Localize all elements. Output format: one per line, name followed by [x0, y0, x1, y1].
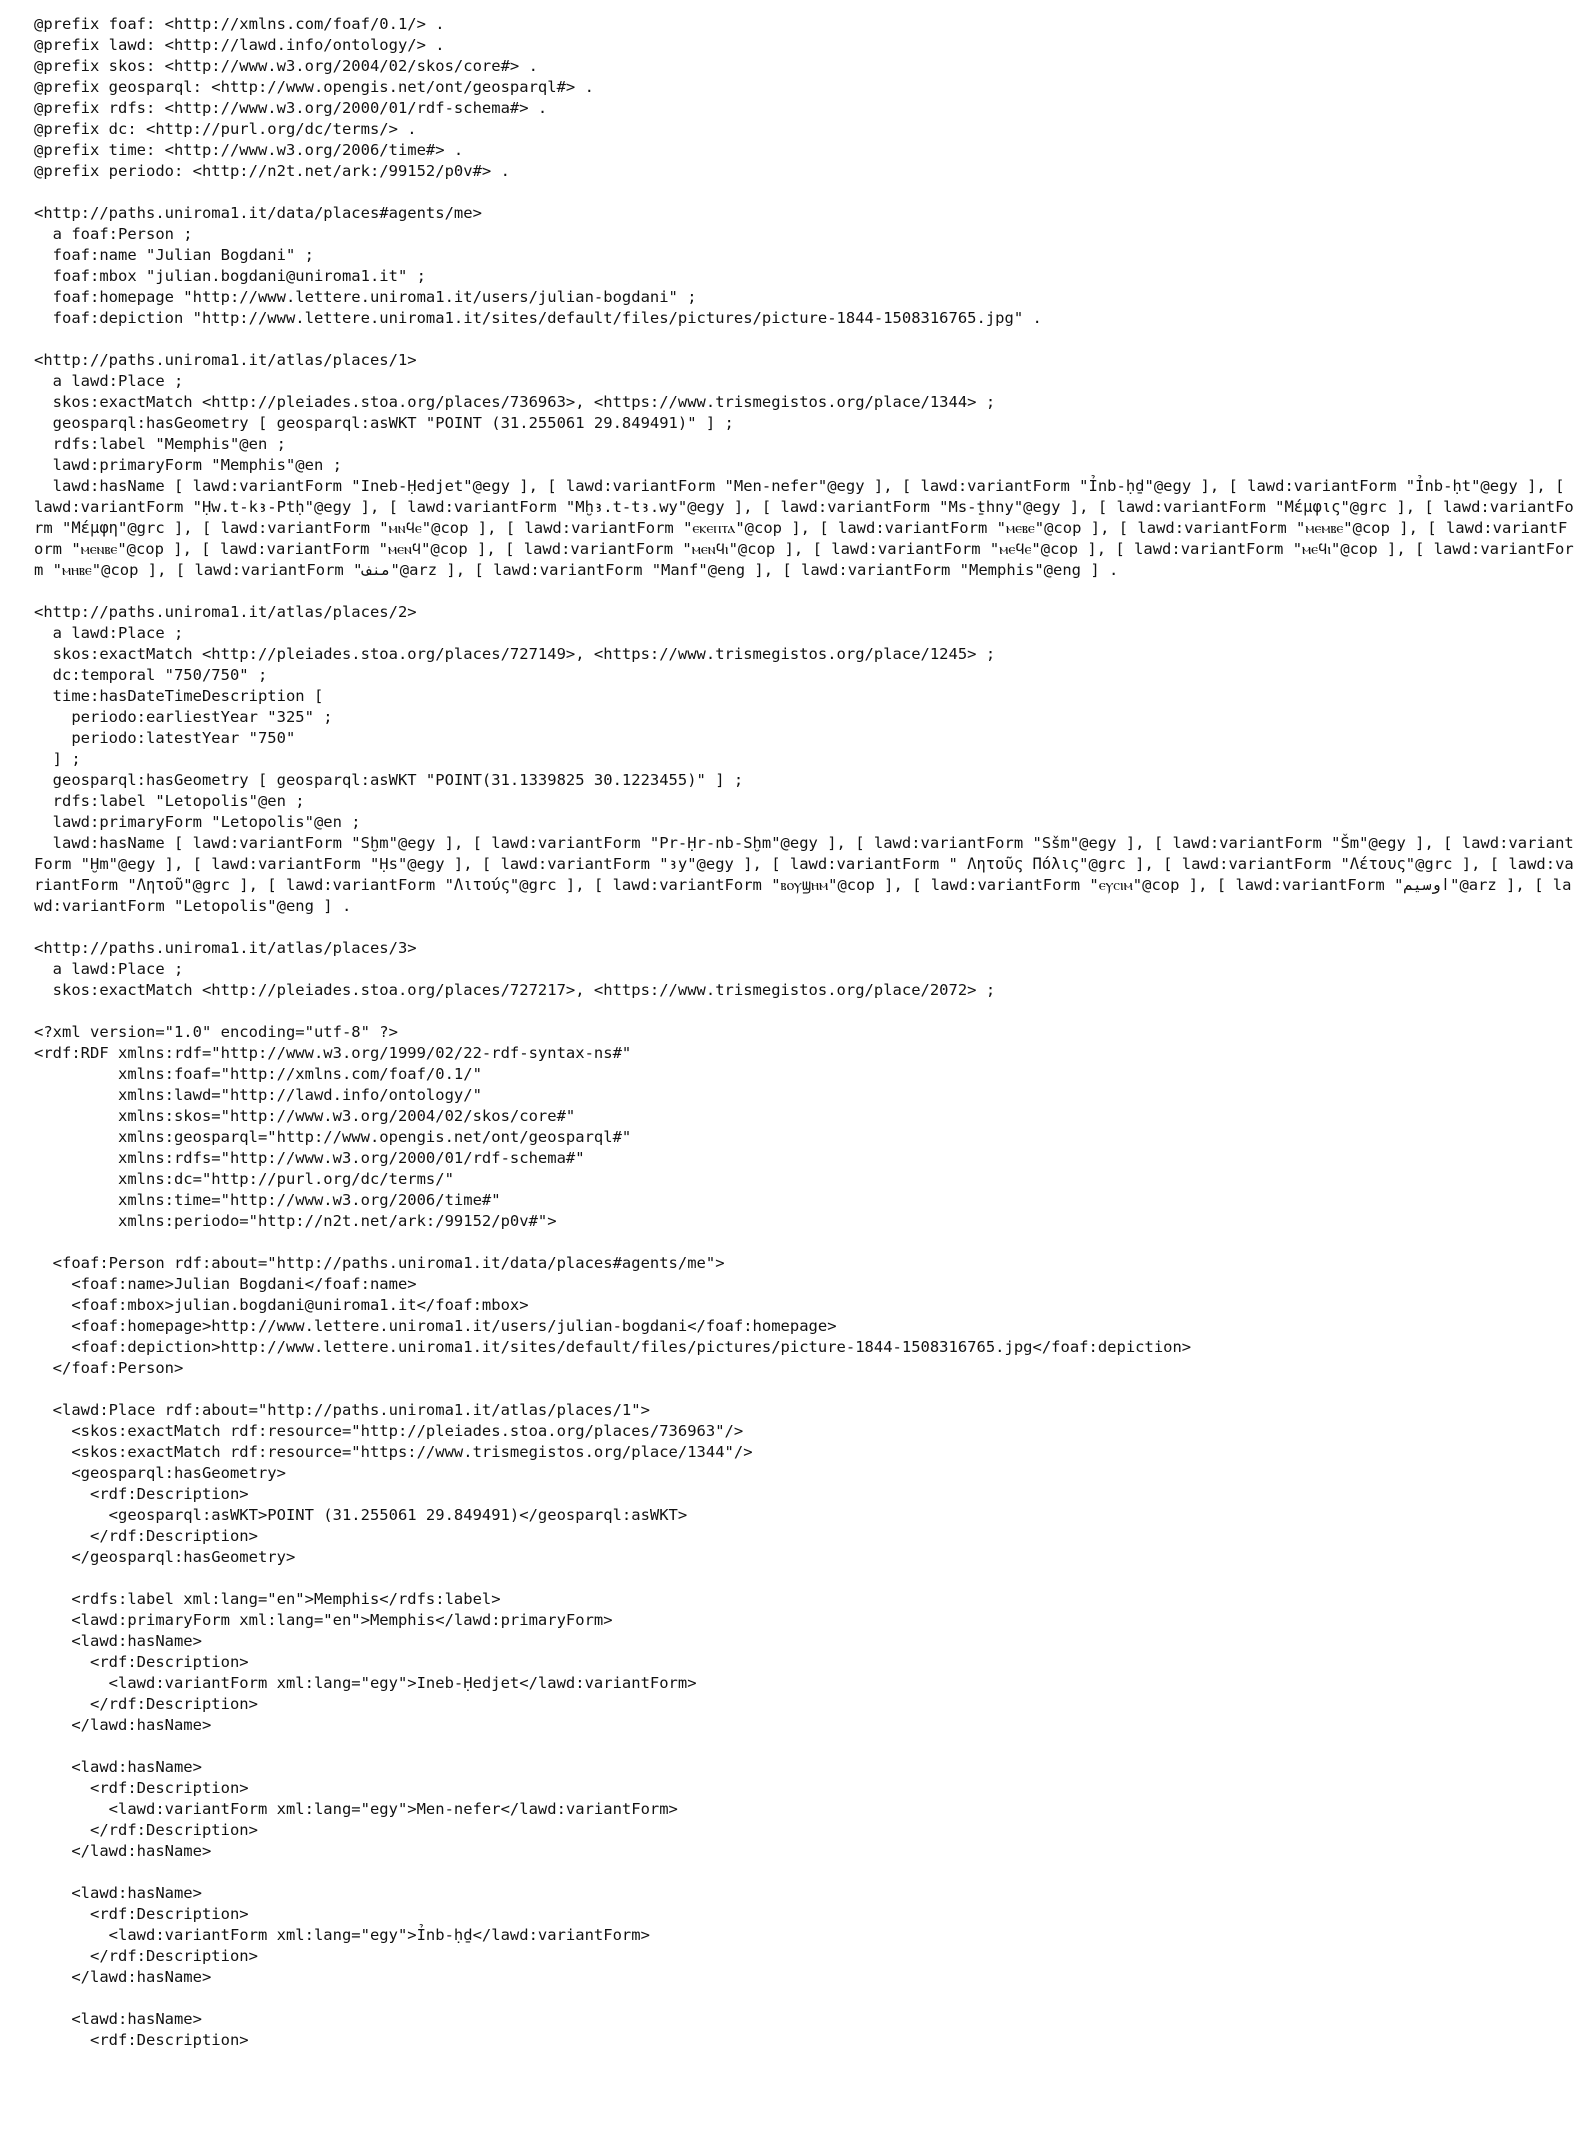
code-line: <rdf:RDF xmlns:rdf="http://www.w3.org/1999/02/22-rdf-syntax-ns#" [34, 1044, 632, 1062]
xml-name-2-block [34, 1757, 1574, 1862]
code-document [34, 14, 1574, 2051]
turtle-place-3-block [34, 938, 1574, 1001]
code-line: @prefix skos: <http://www.w3.org/2004/02/skos/core#> . [34, 57, 538, 75]
code-line: <lawd:Place rdf:about="http://paths.uniroma1.it/atlas/places/1"> [34, 1401, 650, 1419]
code-line: </rdf:Description> [34, 1821, 258, 1839]
code-line: @prefix periodo: <http://n2t.net/ark:/99152/p0v#> . [34, 162, 510, 180]
code-line: <lawd:variantForm xml:lang="egy">Ineb-Ḥedjet</lawd:variantForm> [34, 1674, 697, 1692]
code-line: skos:exactMatch <http://pleiades.stoa.org/places/727149>, <https://www.trismegistos.org/place/1245> ; [34, 645, 996, 663]
xml-person-block [34, 1253, 1574, 1379]
code-line: <foaf:mbox>julian.bogdani@uniroma1.it</foaf:mbox> [34, 1296, 529, 1314]
code-line: lawd:primaryForm "Letopolis"@en ; [34, 813, 361, 831]
code-line: <foaf:homepage>http://www.lettere.uniroma1.it/users/julian-bogdani</foaf:homepage> [34, 1317, 837, 1335]
code-line: <lawd:variantForm xml:lang="egy">Men-nefer</lawd:variantForm> [34, 1800, 678, 1818]
code-line: foaf:mbox "julian.bogdani@uniroma1.it" ; [34, 267, 426, 285]
turtle-place-1-block [34, 350, 1574, 581]
code-line: xmlns:foaf="http://xmlns.com/foaf/0.1/" [34, 1065, 482, 1083]
code-line: <lawd:hasName> [34, 1632, 202, 1650]
code-line: xmlns:periodo="http://n2t.net/ark:/99152/p0v#"> [34, 1212, 557, 1230]
blank-line [34, 581, 1574, 602]
code-line: @prefix geosparql: <http://www.opengis.net/ont/geosparql#> . [34, 78, 594, 96]
code-line: @prefix rdfs: <http://www.w3.org/2000/01/rdf-schema#> . [34, 99, 548, 117]
code-line: <rdfs:label xml:lang="en">Memphis</rdfs:label> [34, 1590, 501, 1608]
code-line: time:hasDateTimeDescription [ [34, 687, 324, 705]
code-line: <rdf:Description> [34, 1905, 249, 1923]
code-line: lawd:primaryForm "Memphis"@en ; [34, 456, 342, 474]
code-line: </lawd:hasName> [34, 1716, 212, 1734]
code-line: <foaf:depiction>http://www.lettere.uniroma1.it/sites/default/files/pictures/picture-1844-1508316765.jpg</foaf:depiction> [34, 1338, 1192, 1356]
code-line: <http://paths.uniroma1.it/atlas/places/1> [34, 351, 417, 369]
xml-place-1-labels-block [34, 1589, 1574, 1736]
code-line: @prefix time: <http://www.w3.org/2006/time#> . [34, 141, 464, 159]
code-line: <skos:exactMatch rdf:resource="http://pleiades.stoa.org/places/736963"/> [34, 1422, 744, 1440]
code-line: a foaf:Person ; [34, 225, 193, 243]
code-line: a lawd:Place ; [34, 372, 184, 390]
code-line: </lawd:hasName> [34, 1842, 212, 1860]
code-line: </foaf:Person> [34, 1359, 184, 1377]
blank-line [34, 1001, 1574, 1022]
blank-line [34, 1568, 1574, 1589]
code-line: rdfs:label "Memphis"@en ; [34, 435, 286, 453]
code-line: <http://paths.uniroma1.it/data/places#agents/me> [34, 204, 482, 222]
blank-line [34, 1736, 1574, 1757]
code-line: foaf:depiction "http://www.lettere.uniroma1.it/sites/default/files/pictures/picture-1844-1508316765.jpg" . [34, 309, 1042, 327]
code-line: <http://paths.uniroma1.it/atlas/places/3> [34, 939, 417, 957]
xml-name-4-block [34, 2009, 1574, 2051]
code-line: <rdf:Description> [34, 2031, 249, 2049]
code-line-wrapped: lawd:hasName [ lawd:variantForm "Ineb-Ḥedjet"@egy ], [ lawd:variantForm "Men-nefer"@egy ], [ lawd:variantForm "Ỉnb-ḥḏ"@egy ], [ lawd:variantForm "Ỉnb-ḥt"@egy ], [ lawd:variantForm "Ḥw.t-kꜣ-Ptḥ"@egy ], [ lawd:variantForm "Mḫꜣ.t-tꜣ.wy"@egy ], [ lawd:variantForm "Ms-ṯhny"@egy ], [ lawd:variantForm "Μέμφις"@grc ], [ lawd:variantForm "Μέμφη"@grc ], [ lawd:variantForm "ⲙⲛϥⲉ"@cop ], [ lawd:variantForm "ⲉⲕⲉⲡⲧⲁ"@cop ], [ lawd:variantForm "ⲙⲉⲃⲉ"@cop ], [ lawd:variantForm "ⲙⲉⲙⲃⲉ"@cop ], [ lawd:variantForm "ⲙⲉⲛⲃⲉ"@cop ], [ lawd:variantForm "ⲙⲉⲛϥ"@cop ], [ lawd:variantForm "ⲙⲉⲛϥⲓ"@cop ], [ lawd:variantForm "ⲙⲉϥⲉ"@cop ], [ lawd:variantForm "ⲙⲉϥⲓ"@cop ], [ lawd:variantForm "ⲙⲏⲃⲉ"@cop ], [ lawd:variantForm "منف"@arz ], [ lawd:variantForm "Manf"@eng ], [ lawd:variantForm "Memphis"@eng ] . [34, 477, 1574, 579]
code-line: xmlns:time="http://www.w3.org/2006/time#" [34, 1191, 501, 1209]
code-line: periodo:earliestYear "325" ; [34, 708, 333, 726]
code-line: <foaf:name>Julian Bogdani</foaf:name> [34, 1275, 417, 1293]
code-line: <lawd:hasName> [34, 1758, 202, 1776]
code-line: skos:exactMatch <http://pleiades.stoa.org/places/736963>, <https://www.trismegistos.org/place/1344> ; [34, 393, 996, 411]
code-line: <skos:exactMatch rdf:resource="https://www.trismegistos.org/place/1344"/> [34, 1443, 753, 1461]
code-line: <geosparql:hasGeometry> [34, 1464, 286, 1482]
turtle-agent-block [34, 203, 1574, 329]
code-line: <?xml version="1.0" encoding="utf-8" ?> [34, 1023, 398, 1041]
code-line: xmlns:dc="http://purl.org/dc/terms/" [34, 1170, 454, 1188]
code-line: <lawd:primaryForm xml:lang="en">Memphis</lawd:primaryForm> [34, 1611, 613, 1629]
code-line: a lawd:Place ; [34, 624, 184, 642]
code-line: <lawd:hasName> [34, 2010, 202, 2028]
turtle-prefixes-block [34, 14, 1574, 182]
blank-line [34, 1379, 1574, 1400]
code-line-wrapped: lawd:hasName [ lawd:variantForm "Sḫm"@egy ], [ lawd:variantForm "Pr-Ḥr-nb-Sḫm"@egy ], [ lawd:variantForm "Sšm"@egy ], [ lawd:variantForm "Šm"@egy ], [ lawd:variantForm "Ḫm"@egy ], [ lawd:variantForm "Ḥs"@egy ], [ lawd:variantForm "ꜣy"@egy ], [ lawd:variantForm " Λητοῦς Πόλις"@grc ], [ lawd:variantForm "Λέτους"@grc ], [ lawd:variantForm "Λητοῦ"@grc ], [ lawd:variantForm "Λιτούς"@grc ], [ lawd:variantForm "ⲃⲟⲩϣⲏⲙ"@cop ], [ lawd:variantForm "ⲉⲩⲥⲓⲙ"@cop ], [ lawd:variantForm "اوسيم"@arz ], [ lawd:variantForm "Letopolis"@eng ] . [34, 834, 1574, 915]
code-line: @prefix foaf: <http://xmlns.com/foaf/0.1/> . [34, 15, 445, 33]
code-line: periodo:latestYear "750" [34, 729, 296, 747]
xml-place-1-head-block [34, 1400, 1574, 1568]
blank-line [34, 1988, 1574, 2009]
code-line: geosparql:hasGeometry [ geosparql:asWKT "POINT (31.255061 29.849491)" ] ; [34, 414, 734, 432]
blank-line [34, 917, 1574, 938]
code-line: </geosparql:hasGeometry> [34, 1548, 296, 1566]
code-line: @prefix dc: <http://purl.org/dc/terms/> . [34, 120, 417, 138]
code-line: </rdf:Description> [34, 1527, 258, 1545]
code-line: </lawd:hasName> [34, 1968, 212, 1986]
code-line: rdfs:label "Letopolis"@en ; [34, 792, 305, 810]
code-line: dc:temporal "750/750" ; [34, 666, 268, 684]
code-line: <rdf:Description> [34, 1779, 249, 1797]
code-line: <foaf:Person rdf:about="http://paths.uniroma1.it/data/places#agents/me"> [34, 1254, 725, 1272]
code-line: <http://paths.uniroma1.it/atlas/places/2> [34, 603, 417, 621]
xml-header-block [34, 1022, 1574, 1232]
turtle-place-2-block [34, 602, 1574, 917]
code-line: xmlns:skos="http://www.w3.org/2004/02/skos/core#" [34, 1107, 576, 1125]
code-line: ] ; [34, 750, 81, 768]
code-line: <lawd:hasName> [34, 1884, 202, 1902]
code-line: xmlns:lawd="http://lawd.info/ontology/" [34, 1086, 482, 1104]
code-line: <rdf:Description> [34, 1653, 249, 1671]
code-line: foaf:name "Julian Bogdani" ; [34, 246, 314, 264]
code-line: geosparql:hasGeometry [ geosparql:asWKT "POINT(31.1339825 30.1223455)" ] ; [34, 771, 744, 789]
code-line: skos:exactMatch <http://pleiades.stoa.org/places/727217>, <https://www.trismegistos.org/place/2072> ; [34, 981, 996, 999]
code-line: xmlns:rdfs="http://www.w3.org/2000/01/rdf-schema#" [34, 1149, 585, 1167]
code-line: </rdf:Description> [34, 1695, 258, 1713]
blank-line [34, 1232, 1574, 1253]
code-line: </rdf:Description> [34, 1947, 258, 1965]
blank-line [34, 329, 1574, 350]
code-line: @prefix lawd: <http://lawd.info/ontology/> . [34, 36, 445, 54]
code-line: <rdf:Description> [34, 1485, 249, 1503]
code-line: foaf:homepage "http://www.lettere.uniroma1.it/users/julian-bogdani" ; [34, 288, 697, 306]
code-line: <geosparql:asWKT>POINT (31.255061 29.849491)</geosparql:asWKT> [34, 1506, 688, 1524]
code-line: a lawd:Place ; [34, 960, 184, 978]
blank-line [34, 182, 1574, 203]
code-line: xmlns:geosparql="http://www.opengis.net/ont/geosparql#" [34, 1128, 632, 1146]
code-line: <lawd:variantForm xml:lang="egy">Ỉnb-ḥḏ</lawd:variantForm> [34, 1926, 650, 1944]
xml-name-3-block [34, 1883, 1574, 1988]
blank-line [34, 1862, 1574, 1883]
